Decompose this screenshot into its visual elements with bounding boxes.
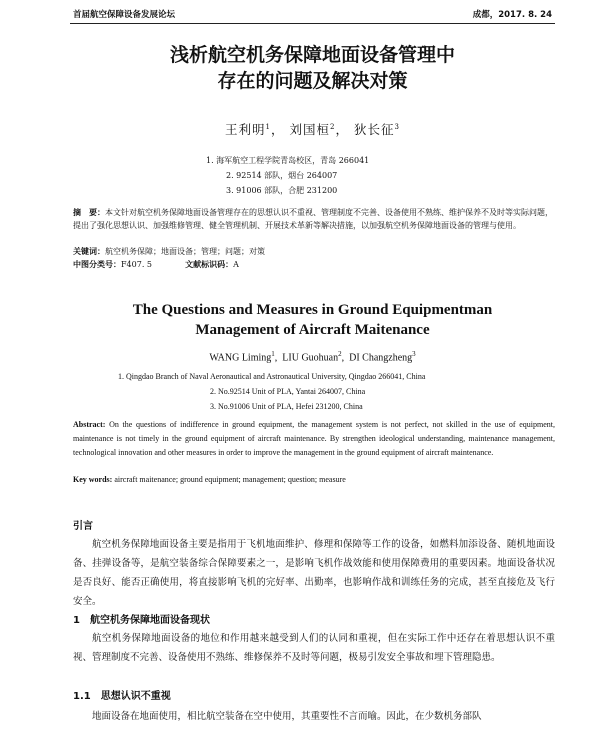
abstract-text: 本文针对航空机务保障地面设备管理存在的思想认识不重视、管理制度不完善、设备使用不熟练、维护保养不及时等实际问题，提出了强化思想认识、加强维修管理、健全管理机制、开展技术革新等解决措施，以加强航空机务保障地面设备的管理与使用。 [73,208,553,230]
keywords-label: 关键词： [73,246,105,256]
author-sup: 2 [330,122,336,131]
english-title-line-2: Management of Aircraft Maitenance [195,322,430,338]
header-divider [70,23,555,24]
intro-heading: 引言 [73,521,93,532]
author-sup: 2 [338,350,342,358]
keywords-text: 航空机务保障；地面设备；管理；问题；对策 [105,247,265,256]
english-authors: WANG Liming$^1$, LIU Guohuan$^2$, DI Changzheng$^3$ [209,350,416,364]
abstract-text: On the questions of indifference in ground equipment, the management system is not perfect, not skilled in the use of equipment, maintenance is not timely in the ground equipment of aircraft maintenance. By strengthen ideological understanding, maintenance management, technological innovation and other measures in order to improve the management in the ground equipment of aircraft maintenance. [73,420,555,457]
affiliation-line: 3. No.91006 Unit of PLA, Hefei 231200, China [210,402,363,411]
classification-line [73,258,555,271]
section-1-1-paragraph: 地面设备在地面使用，相比航空装备在空中使用，其重要性不言而喻。因此，在少数机务部队 [92,711,482,722]
chinese-authors: 王利明$^1$， 刘国桓$^2$， 狄长征$^3$ [225,122,400,137]
affiliation-line: 3. 91006 部队，合肥 231200 [226,186,338,195]
author-name: 王利明 [225,122,266,137]
chinese-title-line-1: 浅析航空机务保障地面设备管理中 [169,44,455,66]
abstract-label: 摘 要： [73,207,105,217]
author-sup: 3 [412,350,416,358]
affiliation-line: 2. 92514 部队，烟台 264007 [226,171,338,180]
running-header-left: 首届航空保障设备发展论坛 [73,10,176,20]
english-keywords [73,475,555,484]
author-sup: 1 [271,350,275,358]
author-name: LIU Guohuan [282,352,339,364]
keywords-label: Key words: [73,475,113,484]
chinese-abstract [73,206,555,232]
abstract-label: Abstract: [73,420,106,429]
author-name: DI Changzheng [349,352,413,364]
english-title-line-1: The Questions and Measures in Ground Equipmentman [132,302,493,318]
author-sup: 1 [265,122,272,131]
clc-label: 中图分类号： [73,259,121,269]
chinese-title [70,42,555,94]
section-1-heading: 1 航空机务保障地面设备现状 [73,615,210,626]
chinese-keywords [73,245,555,258]
intro-paragraph: 航空机务保障地面设备主要是指用于飞机地面维护、修理和保障等工作的设备，如燃料加添设备、随机地面设备、挂弹设备等，是航空装备综合保障要素之一，是影响飞机作战效能和使用保障费用的重要因素。地面设备状况是否良好、能否正确使用，将直接影响飞机的完好率、出勤率，也影响作战和训练任务的完成，甚至直接危及飞行安全。 [73,539,555,607]
affiliation-line: 1. Qingdao Branch of Naval Aeronautical and Astronautical University, Qingdao 266041, China [118,372,426,381]
running-header-right: 成都，2017. 8. 24 [472,10,552,20]
english-title [70,300,555,340]
author-name: WANG Liming [209,352,272,364]
doccode-label: 文献标识码： [185,259,234,269]
author-name: 刘国桓 [289,122,331,137]
doccode-value: A [233,260,239,269]
affiliation-line: 1. 海军航空工程学院青岛校区，青岛 266041 [206,156,370,165]
english-abstract [73,418,555,460]
author-sup: 3 [394,122,400,131]
keywords-text: aircraft maitenance; ground equipment; management; question; measure [114,475,346,484]
section-1-1-heading: 1.1 思想认识不重视 [73,691,171,702]
author-name: 狄长征 [353,122,395,137]
clc-value: F407. 5 [121,260,152,269]
section-1-paragraph: 航空机务保障地面设备的地位和作用越来越受到人们的认同和重视，但在实际工作中还存在着思想认识不重视、管理制度不完善、设备使用不熟练、维修保养不及时等问题，极易引发安全事故和埋下管理隐患。 [73,633,555,663]
chinese-title-line-2: 存在的问题及解决对策 [217,70,408,92]
affiliation-line: 2. No.92514 Unit of PLA, Yantai 264007, China [210,387,366,396]
